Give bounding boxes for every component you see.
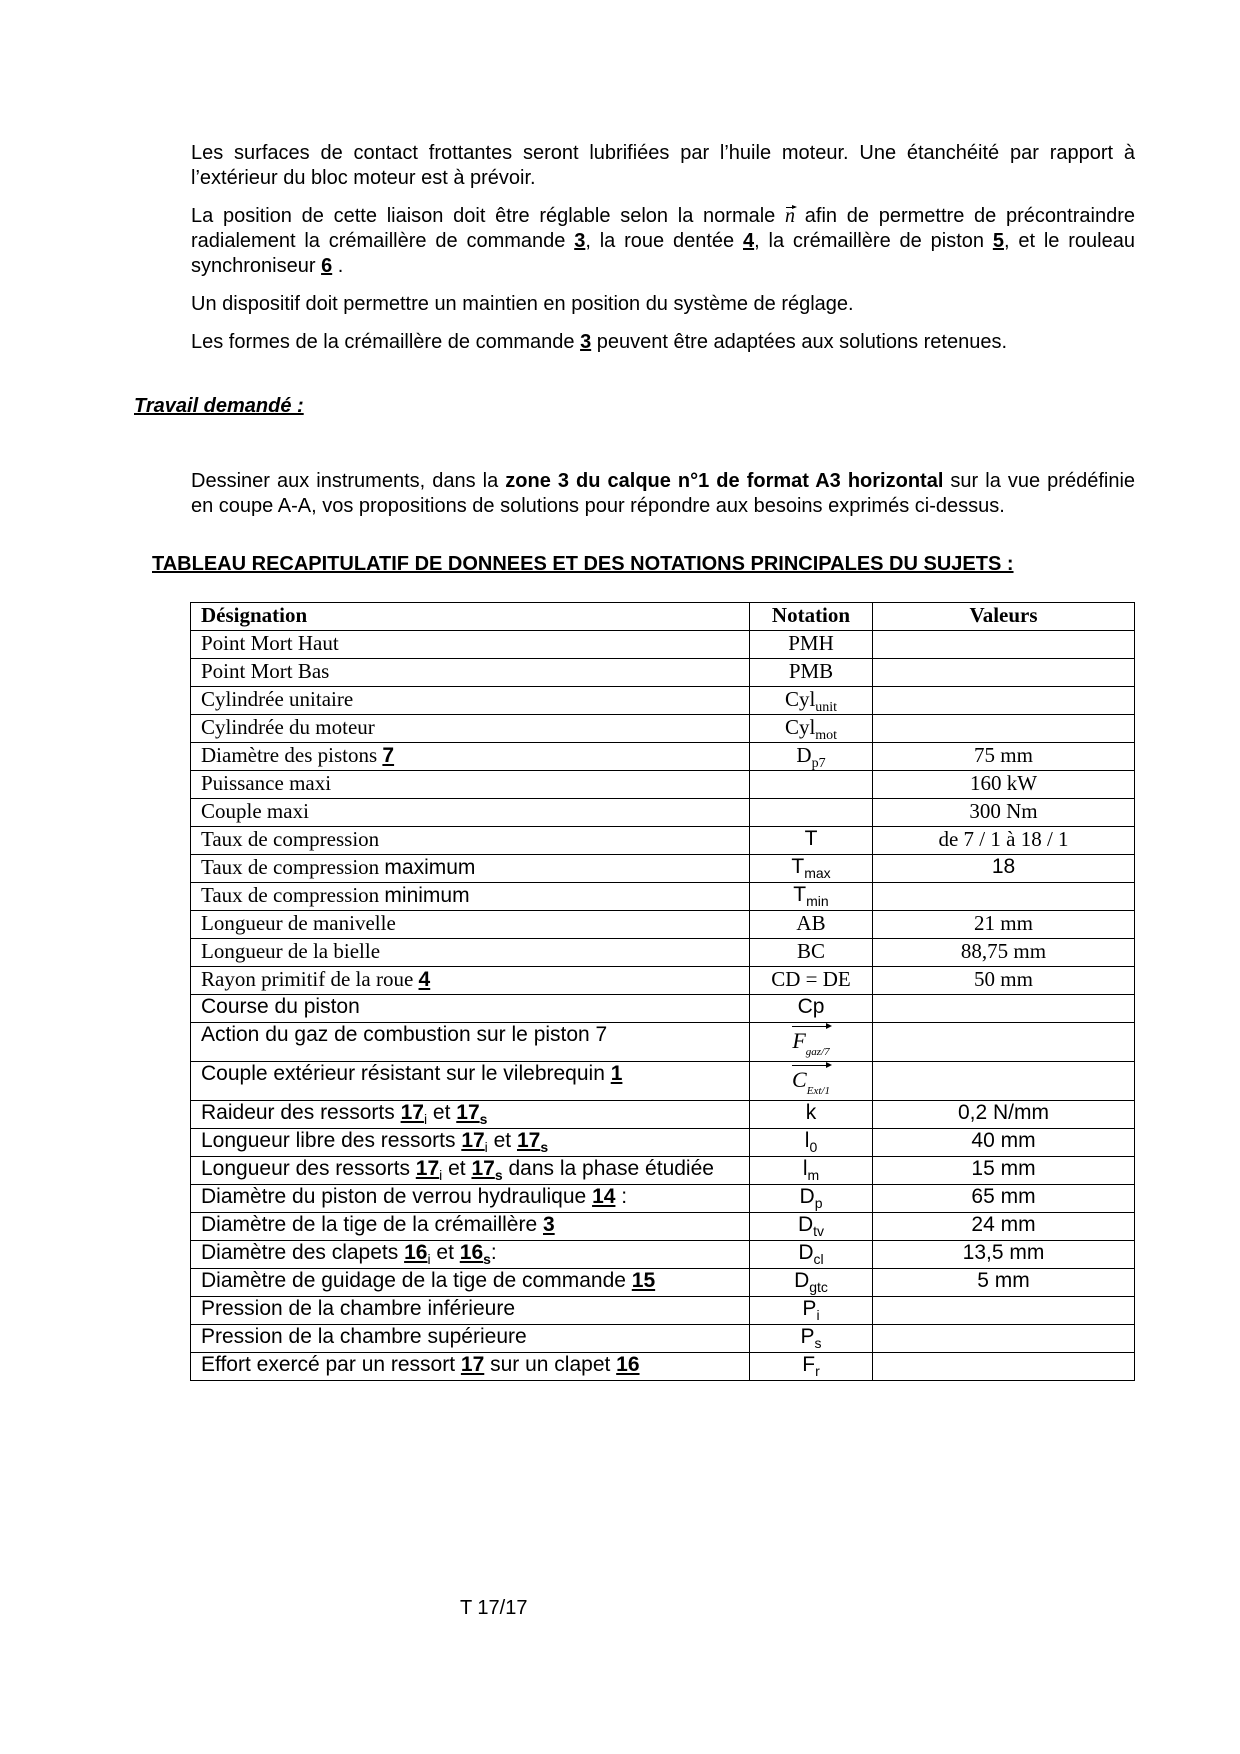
- designation-cell: [191, 1297, 750, 1325]
- notation-subscript: r: [815, 1363, 820, 1379]
- notation-cell: [750, 771, 873, 799]
- value-cell: [873, 995, 1135, 1023]
- text: La position de cette liaison doit être réglable selon la normale: [191, 205, 786, 227]
- text: minimum: [384, 884, 470, 907]
- part-ref-3: 3: [580, 331, 592, 353]
- part-ref: 7: [382, 744, 395, 767]
- table-row: [191, 687, 1135, 715]
- notation-base: T: [791, 855, 805, 878]
- notation-cell: [750, 659, 873, 687]
- text: Taux de compression: [201, 855, 385, 879]
- subscript: s: [483, 1251, 491, 1267]
- text: , et le rouleau synchroniseur: [191, 230, 1135, 277]
- part-ref: 16: [459, 1241, 484, 1264]
- notation-cell: [750, 1297, 873, 1325]
- notation-base: C: [792, 1067, 807, 1092]
- text: Diamètre de la tige de la crémaillère: [201, 1213, 543, 1236]
- notation-subscript: tv: [813, 1223, 825, 1239]
- table-row: [191, 855, 1135, 883]
- table-row: [191, 883, 1135, 911]
- designation-cell: [191, 827, 750, 855]
- text: Point Mort Haut: [201, 631, 339, 655]
- value-cell: [873, 1325, 1135, 1353]
- text: Longueur de la bielle: [201, 939, 381, 963]
- part-ref: 14: [592, 1185, 616, 1208]
- text: Action du gaz de combustion sur le piston 7: [201, 1023, 608, 1046]
- notation-base: Cyl: [784, 715, 816, 739]
- notation-base: T: [804, 827, 818, 850]
- table-row: [191, 995, 1135, 1023]
- value-cell: 0,2 N/mm: [873, 1101, 1135, 1129]
- table-row: [191, 1023, 1135, 1062]
- notation-subscript: max: [804, 865, 831, 881]
- notation-base: F: [802, 1353, 816, 1376]
- part-ref: 16: [616, 1353, 640, 1376]
- notation-cell: [750, 687, 873, 715]
- designation-cell: [191, 687, 750, 715]
- table-row: [191, 659, 1135, 687]
- value-cell: 40 mm: [873, 1129, 1135, 1157]
- notation-base: CD = DE: [771, 967, 851, 991]
- notation-cell: [750, 1269, 873, 1297]
- notation-subscript: mot: [815, 728, 838, 743]
- text: Les formes de la crémaillère de commande: [191, 331, 581, 353]
- table-row: [191, 799, 1135, 827]
- value-cell: [873, 1062, 1135, 1101]
- table-row: [191, 631, 1135, 659]
- text: , la roue dentée: [585, 230, 743, 252]
- notation-cell: [750, 883, 873, 911]
- paragraph-formes: [191, 330, 1135, 355]
- designation-cell: [191, 939, 750, 967]
- part-ref: 1: [610, 1062, 623, 1085]
- text: Taux de compression: [201, 827, 380, 851]
- value-cell: [873, 1297, 1135, 1325]
- table-row: [191, 911, 1135, 939]
- document-body: [0, 141, 1240, 1381]
- table-row: [191, 967, 1135, 995]
- vector-notation: [792, 1023, 829, 1061]
- value-cell: 160 kW: [873, 771, 1135, 799]
- text: et: [487, 1129, 517, 1152]
- text: Couple maxi: [201, 799, 309, 823]
- normal-vector-n: n: [785, 205, 796, 227]
- table-row: [191, 1269, 1135, 1297]
- notation-cell: [750, 1157, 873, 1185]
- notation-cell: [750, 1062, 873, 1101]
- subscript: i: [427, 1251, 431, 1267]
- text: Effort exercé par un ressort: [201, 1353, 461, 1376]
- table-row: [191, 939, 1135, 967]
- notation-cell: [750, 743, 873, 771]
- notation-base: P: [800, 1325, 815, 1348]
- designation-cell: [191, 967, 750, 995]
- notation-subscript: Ext/1: [806, 1085, 830, 1097]
- table-row: [191, 1325, 1135, 1353]
- text: Dessiner aux instruments, dans la: [191, 470, 506, 492]
- designation-cell: [191, 1325, 750, 1353]
- notation-cell: [750, 1325, 873, 1353]
- notation-subscript: p7: [811, 756, 826, 771]
- travail-demande-heading: Travail demandé :: [134, 395, 304, 417]
- value-cell: 65 mm: [873, 1185, 1135, 1213]
- table-row: [191, 1157, 1135, 1185]
- notation-cell: [750, 631, 873, 659]
- designation-cell: [191, 995, 750, 1023]
- notation-cell: [750, 799, 873, 827]
- part-ref: 17: [415, 1157, 440, 1180]
- subscript: i: [423, 1111, 428, 1127]
- part-ref-5: 5: [992, 230, 1004, 252]
- text: , la crémaillère de piston: [754, 230, 993, 252]
- text: et: [427, 1101, 457, 1124]
- table-row: [191, 743, 1135, 771]
- part-ref: 17: [471, 1157, 495, 1180]
- text: Course du piston: [201, 995, 360, 1018]
- text: Diamètre du piston de verrou hydraulique: [201, 1185, 593, 1208]
- part-ref-3: 3: [574, 230, 586, 252]
- value-cell: 24 mm: [873, 1213, 1135, 1241]
- vector-notation: [792, 1062, 830, 1100]
- subscript: i: [484, 1139, 488, 1155]
- notation-base: T: [793, 883, 807, 906]
- text: Pression de la chambre inférieure: [201, 1297, 515, 1320]
- notation-subscript: gtc: [809, 1279, 828, 1295]
- value-cell: [873, 687, 1135, 715]
- notation-base: D: [798, 1241, 814, 1264]
- notation-base: F: [792, 1028, 806, 1053]
- value-cell: [873, 1023, 1135, 1062]
- notation-cell: [750, 1241, 873, 1269]
- table-header-row: [191, 603, 1135, 631]
- notation-cell: [750, 911, 873, 939]
- designation-cell: [191, 715, 750, 743]
- value-cell: [873, 883, 1135, 911]
- text: .: [332, 255, 344, 277]
- notation-subscript: p: [814, 1195, 823, 1211]
- notation-base: D: [796, 743, 812, 767]
- paragraph-maintien: Un dispositif doit permettre un maintien en position du système de réglage.: [191, 293, 854, 315]
- designation-cell: [191, 1241, 750, 1269]
- notation-subscript: unit: [815, 700, 838, 715]
- table-heading: TABLEAU RECAPITULATIF DE DONNEES ET DES NOTATIONS PRINCIPALES DU SUJETS :: [152, 553, 1014, 575]
- designation-cell: [191, 1213, 750, 1241]
- subscript: i: [439, 1167, 443, 1183]
- data-table: [190, 602, 1135, 1381]
- notation-base: D: [797, 1213, 814, 1236]
- notation-subscript: 0: [809, 1139, 818, 1155]
- designation-cell: [191, 1129, 750, 1157]
- value-cell: 21 mm: [873, 911, 1135, 939]
- value-cell: 13,5 mm: [873, 1241, 1135, 1269]
- notation-subscript: min: [806, 893, 829, 909]
- part-ref: 17: [456, 1101, 480, 1124]
- notation-base: D: [799, 1185, 815, 1208]
- part-ref: 16: [404, 1241, 428, 1264]
- text: Puissance maxi: [201, 771, 332, 795]
- text: sur un clapet: [484, 1353, 617, 1376]
- designation-cell: [191, 799, 750, 827]
- page-number: T 17/17: [460, 1597, 528, 1619]
- designation-cell: [191, 1185, 750, 1213]
- notation-cell: [750, 995, 873, 1023]
- table-row: [191, 715, 1135, 743]
- notation-subscript: gaz/7: [805, 1046, 830, 1058]
- notation-base: PMB: [788, 659, 834, 683]
- header-valeurs: Valeurs: [873, 603, 1135, 631]
- notation-cell: [750, 939, 873, 967]
- text: Couple extérieur résistant sur le vilebrequin: [201, 1062, 611, 1085]
- part-ref: 17: [516, 1129, 541, 1152]
- designation-cell: [191, 659, 750, 687]
- value-cell: 88,75 mm: [873, 939, 1135, 967]
- notation-cell: [750, 1185, 873, 1213]
- notation-cell: [750, 1213, 873, 1241]
- text: Taux de compression: [201, 883, 385, 907]
- text: Pression de la chambre supérieure: [201, 1325, 527, 1348]
- text: sur la vue prédéfinie en coupe A-A, vos propositions de solutions pour répondre aux besoins exprimés ci-dessus.: [191, 470, 1136, 517]
- part-ref: 4: [418, 968, 431, 991]
- value-cell: 5 mm: [873, 1269, 1135, 1297]
- designation-cell: [191, 1353, 750, 1381]
- designation-cell: [191, 631, 750, 659]
- value-cell: [873, 1353, 1135, 1381]
- table-row: [191, 1297, 1135, 1325]
- part-ref: 17: [460, 1353, 485, 1376]
- notation-base: Cyl: [784, 687, 816, 711]
- text: Diamètre des clapets: [201, 1241, 405, 1264]
- table-row: [191, 771, 1135, 799]
- value-cell: [873, 631, 1135, 659]
- part-ref-4: 4: [743, 230, 755, 252]
- text: Diamètre des pistons: [201, 743, 383, 767]
- notation-base: D: [794, 1269, 810, 1292]
- notation-subscript: cl: [813, 1251, 824, 1267]
- text: Cylindrée unitaire: [201, 687, 354, 711]
- paragraph-position-liaison: [191, 204, 1135, 279]
- designation-cell: [191, 855, 750, 883]
- table-row: [191, 827, 1135, 855]
- zone-instruction: zone 3 du calque n°1 de format A3 horizontal: [505, 470, 944, 492]
- value-cell: 75 mm: [873, 743, 1135, 771]
- text: Cylindrée du moteur: [201, 715, 375, 739]
- text: Diamètre de guidage de la tige de commande: [201, 1269, 632, 1292]
- designation-cell: [191, 911, 750, 939]
- notation-base: P: [802, 1297, 817, 1320]
- designation-cell: [191, 1101, 750, 1129]
- part-ref: 17: [400, 1101, 424, 1124]
- table-row: [191, 1101, 1135, 1129]
- subscript: s: [494, 1167, 503, 1183]
- designation-cell: [191, 1023, 750, 1062]
- designation-cell: [191, 1062, 750, 1101]
- notation-base: PMH: [788, 631, 834, 655]
- notation-cell: [750, 827, 873, 855]
- notation-subscript: i: [816, 1307, 820, 1323]
- table-row: [191, 1353, 1135, 1381]
- part-ref: 17: [461, 1129, 485, 1152]
- text: :: [615, 1185, 628, 1208]
- table-row: [191, 1062, 1135, 1101]
- designation-cell: [191, 771, 750, 799]
- text: dans la phase étudiée: [502, 1157, 714, 1180]
- notation-base: BC: [796, 939, 825, 963]
- text: peuvent être adaptées aux solutions retenues.: [591, 331, 1008, 353]
- table-row: [191, 1129, 1135, 1157]
- paragraph-lubrification: Les surfaces de contact frottantes seront lubrifiées par l’huile moteur. Une étanchéité par rapport à l’extérieur du bloc moteur est à prévoir.: [191, 142, 1135, 189]
- designation-cell: [191, 1157, 750, 1185]
- notation-cell: [750, 855, 873, 883]
- header-designation: Désignation: [191, 603, 750, 631]
- value-cell: 50 mm: [873, 967, 1135, 995]
- text: Rayon primitif de la roue: [201, 967, 419, 991]
- notation-cell: [750, 1101, 873, 1129]
- notation-cell: [750, 1023, 873, 1062]
- text: :: [490, 1241, 497, 1264]
- notation-base: k: [805, 1101, 817, 1124]
- notation-cell: [750, 1353, 873, 1381]
- subscript: s: [540, 1139, 549, 1155]
- text: et: [430, 1241, 460, 1264]
- text: Point Mort Bas: [201, 659, 330, 683]
- value-cell: [873, 659, 1135, 687]
- value-cell: 300 Nm: [873, 799, 1135, 827]
- table-row: [191, 1241, 1135, 1269]
- table-row: [191, 1185, 1135, 1213]
- text: Longueur libre des ressorts: [201, 1129, 462, 1152]
- designation-cell: [191, 1269, 750, 1297]
- part-ref: 3: [543, 1213, 555, 1236]
- designation-cell: [191, 883, 750, 911]
- designation-cell: [191, 743, 750, 771]
- part-ref-6: 6: [321, 255, 333, 277]
- header-notation: Notation: [750, 603, 873, 631]
- value-cell: 15 mm: [873, 1157, 1135, 1185]
- notation-base: l: [802, 1157, 808, 1180]
- notation-cell: [750, 715, 873, 743]
- value-cell: de 7 / 1 à 18 / 1: [873, 827, 1135, 855]
- notation-base: Cp: [797, 995, 825, 1018]
- notation-cell: [750, 967, 873, 995]
- paragraph-travail: [191, 469, 1135, 519]
- part-ref: 15: [631, 1269, 656, 1292]
- value-cell: 18: [873, 855, 1135, 883]
- notation-subscript: m: [807, 1167, 820, 1183]
- notation-base: l: [804, 1129, 810, 1152]
- text: Longueur des ressorts: [201, 1157, 416, 1180]
- text: et: [442, 1157, 472, 1180]
- notation-cell: [750, 1129, 873, 1157]
- notation-base: AB: [796, 911, 826, 935]
- notation-subscript: s: [814, 1335, 822, 1351]
- text: maximum: [384, 856, 476, 879]
- table-row: [191, 1213, 1135, 1241]
- subscript: s: [479, 1111, 488, 1127]
- text: Longueur de manivelle: [201, 911, 396, 935]
- value-cell: [873, 715, 1135, 743]
- text: afin de permettre de précontraindre radialement la crémaillère de commande: [191, 205, 1135, 252]
- text: Raideur des ressorts: [201, 1101, 401, 1124]
